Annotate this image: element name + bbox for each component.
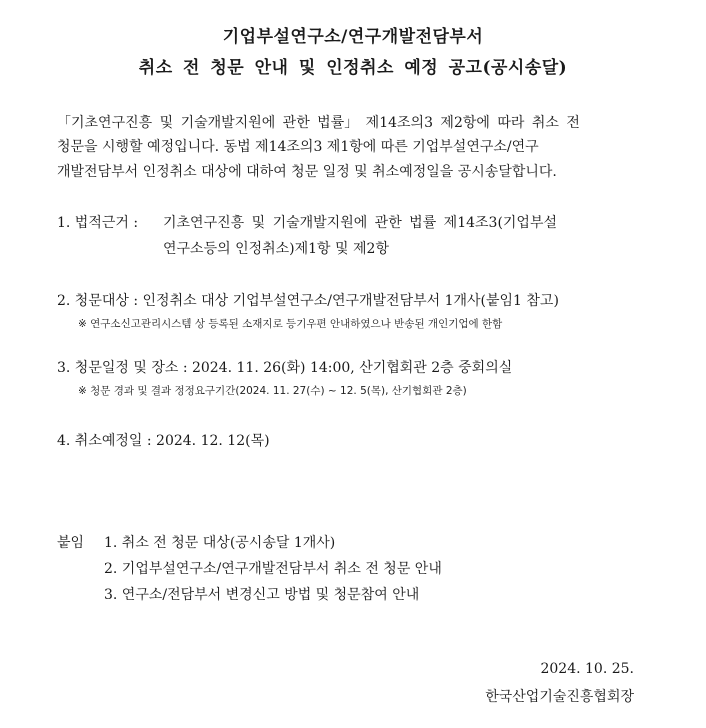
attachment-item: 1. 취소 전 청문 대상(공시송달 1개사) [104, 535, 336, 551]
attachments-label: 붙임 [57, 535, 85, 551]
attachment-item: 3. 연구소/전담부서 변경신고 방법 및 청문참여 안내 [104, 587, 420, 603]
document-title: 기업부설연구소/연구개발전담부서 [222, 27, 484, 47]
document-subtitle: 취소 전 청문 안내 및 인정취소 예정 공고(공시송달) [138, 58, 568, 78]
cancel-date: 4. 취소예정일 : 2024. 12. 12(목) [57, 433, 270, 449]
attachment-item: 2. 기업부설연구소/연구개발전담부서 취소 전 청문 안내 [104, 561, 442, 577]
basis-label: 1. 법적근거 : [57, 215, 139, 231]
basis-text-line-1: 기초연구진흥 및 기술개발지원에 관한 법률 제14조3(기업부설 [163, 215, 558, 231]
intro-line-2: 청문을 시행할 예정입니다. 동법 제14조의3 제1항에 따른 기업부설연구소/연구 [57, 139, 539, 155]
basis-text-line-2: 연구소등의 인정취소)제1항 및 제2항 [163, 241, 389, 257]
notice-date: 2024. 10. 25. [540, 661, 634, 677]
intro-line-3: 개발전담부서 인정취소 대상에 대하여 청문 일정 및 취소예정일을 공시송달합니다. [57, 164, 557, 180]
hearing-schedule: 3. 청문일정 및 장소 : 2024. 11. 26(화) 14:00, 산기협회관 2층 중회의실 [57, 360, 513, 376]
intro-line-1: 「기초연구진흥 및 기술개발지원에 관한 법률」 제14조의3 제2항에 따라 취소 전 [57, 115, 580, 131]
signer-name: 한국산업기술진흥협회장 [485, 689, 634, 705]
hearing-target-note: ※ 연구소신고관리시스템 상 등록된 소재지로 등기우편 안내하였으나 반송된 개인기업에 한함 [78, 318, 503, 330]
hearing-schedule-note: ※ 청문 경과 및 결과 정정요구기간(2024. 11. 27(수) ~ 12. 5(목), 산기협회관 2층) [78, 385, 467, 397]
hearing-target: 2. 청문대상 : 인정취소 대상 기업부설연구소/연구개발전담부서 1개사(붙임1 참고) [57, 293, 559, 309]
